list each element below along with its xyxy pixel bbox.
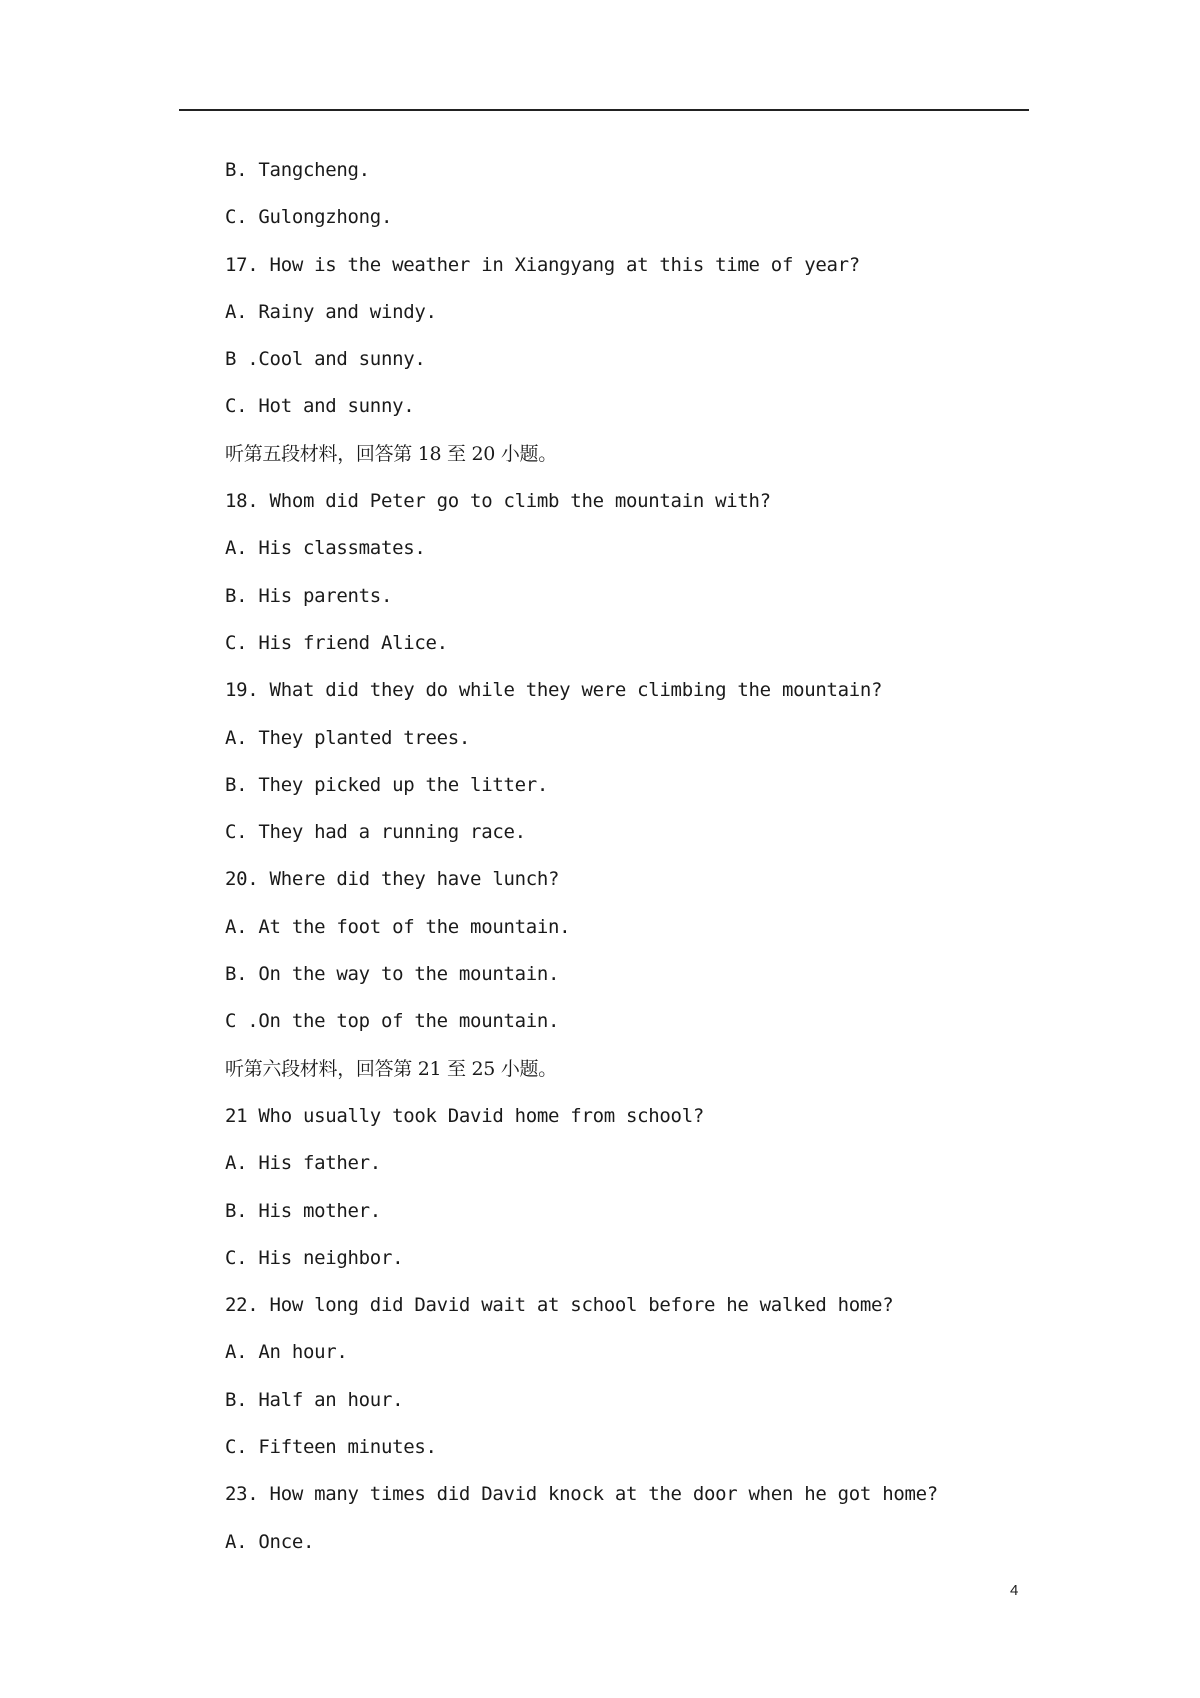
question-text: 17. How is the weather in Xiangyang at this time of year? bbox=[225, 253, 860, 276]
answer-option: B. On the way to the mountain. bbox=[225, 963, 560, 986]
answer-option: B. His parents. bbox=[225, 584, 393, 607]
section-heading: 听第五段材料，回答第 18 至 20 小题。 bbox=[225, 442, 557, 465]
answer-option: A. At the foot of the mountain. bbox=[225, 915, 571, 938]
question-text: 18. Whom did Peter go to climb the mountain with? bbox=[225, 490, 771, 513]
answer-option: A. His father. bbox=[225, 1152, 381, 1175]
question-text: 22. How long did David wait at school before he walked home? bbox=[225, 1294, 894, 1317]
answer-option: C .On the top of the mountain. bbox=[225, 1010, 560, 1033]
section-heading: 听第六段材料，回答第 21 至 25 小题。 bbox=[225, 1057, 557, 1080]
answer-option: A. Rainy and windy. bbox=[225, 300, 437, 323]
answer-option: A. An hour. bbox=[225, 1341, 348, 1364]
answer-option: C. Gulongzhong. bbox=[225, 206, 393, 229]
answer-option: A. They planted trees. bbox=[225, 726, 471, 749]
question-text: 19. What did they do while they were climbing the mountain? bbox=[225, 679, 883, 702]
page-number: 4 bbox=[1010, 1582, 1019, 1599]
header-rule bbox=[179, 109, 1029, 111]
answer-option: C. His neighbor. bbox=[225, 1246, 404, 1269]
answer-option: B. Half an hour. bbox=[225, 1388, 404, 1411]
answer-option: B .Cool and sunny. bbox=[225, 348, 426, 371]
document-body bbox=[225, 152, 1045, 1571]
question-text: 20. Where did they have lunch? bbox=[225, 868, 560, 891]
answer-option: B. They picked up the litter. bbox=[225, 773, 549, 796]
answer-option: B. His mother. bbox=[225, 1199, 381, 1222]
answer-option: A. Once. bbox=[225, 1530, 315, 1553]
question-text: 23. How many times did David knock at the door when he got home? bbox=[225, 1483, 938, 1506]
answer-option: A. His classmates. bbox=[225, 537, 426, 560]
answer-option: C. They had a running race. bbox=[225, 821, 526, 844]
answer-option: C. Hot and sunny. bbox=[225, 395, 415, 418]
answer-option: C. His friend Alice. bbox=[225, 631, 448, 654]
question-text: 21 Who usually took David home from school? bbox=[225, 1104, 704, 1127]
answer-option: C. Fifteen minutes. bbox=[225, 1436, 437, 1459]
answer-option: B. Tangcheng. bbox=[225, 159, 370, 181]
